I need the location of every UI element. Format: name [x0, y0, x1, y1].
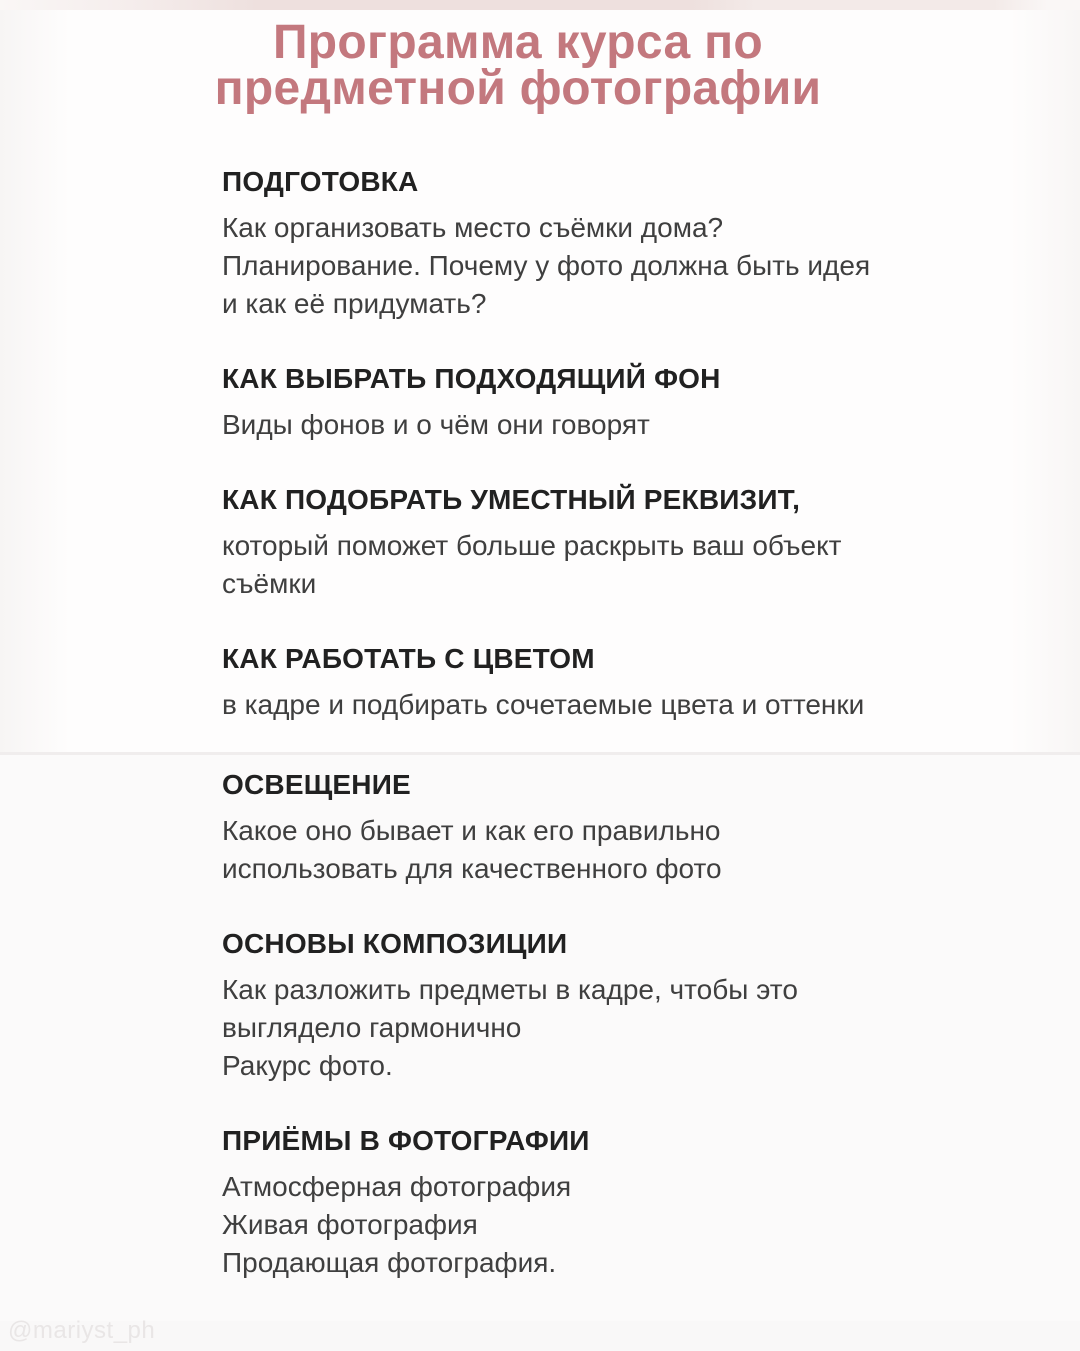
watermark: @mariyst_ph: [8, 1317, 156, 1344]
section-text-line: съёмки: [222, 568, 317, 599]
cropped-previous-slide-edge: [0, 0, 1080, 10]
page-title-line-1: Программа курса по: [273, 16, 763, 69]
section-body: [222, 527, 922, 603]
section-text-line: Планирование. Почему у фото должна быть идея: [222, 250, 871, 281]
section-body: [222, 406, 922, 444]
page-title-line-2: предметной фотографии: [214, 62, 822, 115]
section-heading: ОСВЕЩЕНИЕ: [222, 769, 411, 800]
section-text-line: Продающая фотография.: [222, 1247, 557, 1278]
course-sections: [222, 166, 922, 1322]
course-section: [222, 1125, 922, 1282]
section-text-line: и как её придумать?: [222, 288, 487, 319]
section-text-line: Ракурс фото.: [222, 1050, 393, 1081]
section-heading: ПОДГОТОВКА: [222, 166, 419, 197]
course-section: [222, 166, 922, 323]
section-text-line: Живая фотография: [222, 1209, 478, 1240]
section-text-line: использовать для качественного фото: [222, 853, 722, 884]
course-section: [222, 484, 922, 603]
page-title: [0, 16, 1036, 115]
course-section: [222, 363, 922, 444]
section-heading: КАК ПОДОБРАТЬ УМЕСТНЫЙ РЕКВИЗИТ,: [222, 484, 801, 515]
section-text-line: Как организовать место съёмки дома?: [222, 212, 724, 243]
course-section: [222, 928, 922, 1085]
section-body: [222, 686, 922, 724]
section-body: [222, 1168, 922, 1282]
section-text-line: в кадре и подбирать сочетаемые цвета и оттенки: [222, 689, 865, 720]
section-heading: КАК РАБОТАТЬ С ЦВЕТОМ: [222, 643, 595, 674]
section-text-line: Атмосферная фотография: [222, 1171, 572, 1202]
bottom-shade-band: [0, 1321, 1080, 1351]
section-body: [222, 971, 922, 1085]
section-text-line: Какое оно бывает и как его правильно: [222, 815, 721, 846]
section-text-line: Как разложить предметы в кадре, чтобы это: [222, 974, 798, 1005]
section-heading: ОСНОВЫ КОМПОЗИЦИИ: [222, 928, 568, 959]
section-heading: КАК ВЫБРАТЬ ПОДХОДЯЩИЙ ФОН: [222, 363, 721, 394]
section-text-line: который поможет больше раскрыть ваш объект: [222, 530, 842, 561]
course-section: [222, 643, 922, 724]
course-section: [222, 769, 922, 888]
section-text-line: выглядело гармонично: [222, 1012, 522, 1043]
section-heading: ПРИЁМЫ В ФОТОГРАФИИ: [222, 1125, 590, 1156]
section-body: [222, 812, 922, 888]
section-text-line: Виды фонов и о чём они говорят: [222, 409, 650, 440]
section-body: [222, 209, 922, 323]
